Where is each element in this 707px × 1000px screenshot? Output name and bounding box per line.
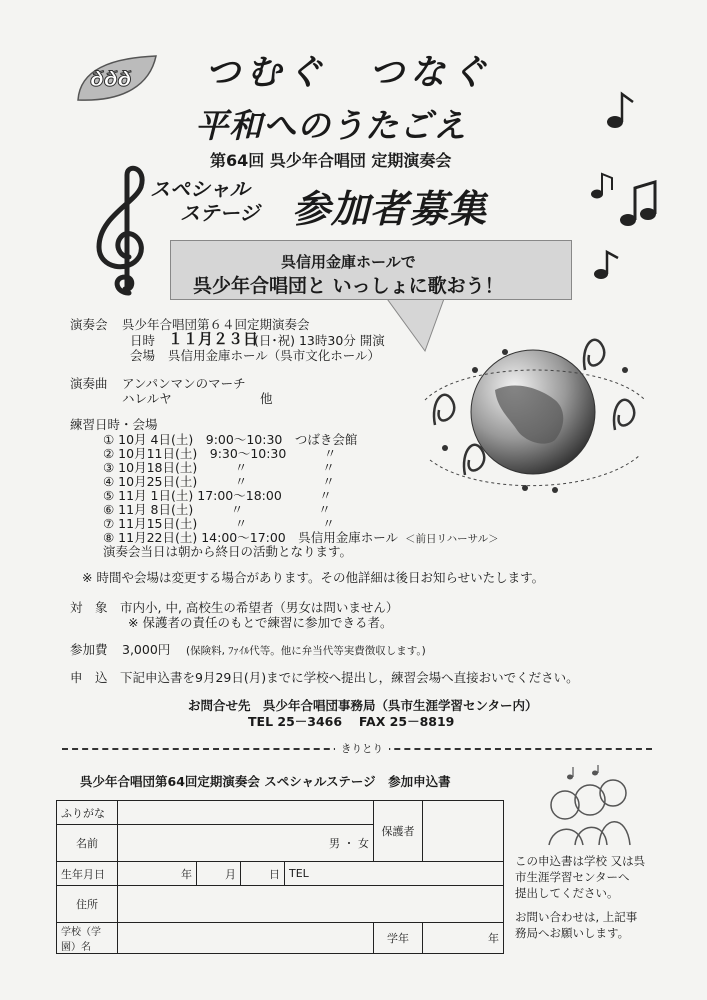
gender-choice[interactable]: 男 ・ 女	[329, 837, 370, 850]
songs-label: 演奏曲	[70, 376, 108, 391]
submit-note-line1: この申込書は学校 又は呉	[515, 854, 646, 868]
recruit-headline: 参加者募集	[292, 187, 488, 231]
rehearsal-note: ＜前日リハーサル＞	[405, 533, 499, 545]
fee-detail: (保険料, ﾌｧｲﾙ代等。他に弁当代等実費徴収します。)	[186, 645, 426, 657]
address-field[interactable]	[118, 886, 504, 923]
year-unit: 年	[181, 867, 192, 881]
special-line2: ステージ	[180, 201, 260, 225]
school-field[interactable]	[118, 923, 374, 954]
birth-label: 生年月日	[57, 862, 118, 886]
title-line1: つむぐ つなぐ	[205, 53, 493, 93]
birth-day-field[interactable]	[241, 862, 285, 886]
guardian-label: 保護者	[374, 801, 423, 862]
practice-row: ⑧ 11月22日(土) 14:00～17:00 呉信用金庫ホール	[103, 530, 399, 545]
address-label: 住所	[57, 886, 118, 923]
application-form	[56, 800, 504, 954]
music-note-icon	[592, 248, 622, 280]
grade-label: 学年	[374, 923, 423, 954]
concert-name: 呉少年合唱団第６４回定期演奏会	[122, 317, 310, 332]
logo	[70, 50, 160, 110]
apply-text: 下記申込書を9月29日(月)までに学校へ提出し，練習会場へ直接おいでください。	[120, 670, 579, 685]
grade-field[interactable]	[423, 923, 504, 954]
guardian-field[interactable]	[423, 801, 504, 862]
target-label: 対 象	[70, 600, 108, 615]
submit-note-line5: 務局へお願いします。	[515, 926, 630, 940]
practice-row: ① 10月 4日(土) 9:00～10:30 つばき会館	[103, 432, 358, 447]
subtitle: 第64回 呉少年合唱団 定期演奏会	[210, 151, 452, 170]
special-line1: スペシャル	[150, 177, 250, 201]
song-2: ハレルヤ	[122, 391, 172, 406]
practice-row: ⑥ 11月 8日(土) 〃 〃	[103, 502, 331, 517]
name-label: 名前	[57, 825, 118, 862]
birth-month-field[interactable]	[197, 862, 241, 886]
fee-label: 参加費	[70, 642, 108, 657]
music-note-icon	[590, 170, 615, 200]
date-label: 日時	[130, 333, 156, 348]
venue-value: 呉信用金庫ホール（呉市文化ホール）	[168, 348, 381, 363]
change-note: ※ 時間や会場は変更する場合があります。その他詳細は後日お知らせいたします。	[82, 570, 545, 585]
banner-line2: 呉少年合唱団と いっしょに歌おう！	[193, 275, 504, 297]
fee-amount: 3,000円	[122, 642, 171, 657]
tel-field[interactable]	[285, 862, 504, 886]
month-unit: 月	[225, 867, 236, 881]
name-field[interactable]	[118, 825, 374, 862]
target-text: 市内小, 中, 高校生の希望者（男女は問いません）	[120, 600, 399, 615]
songs-etc: 他	[260, 391, 273, 406]
treble-clef-icon	[85, 165, 160, 300]
practice-row: ④ 10月25日(土) 〃 〃	[103, 474, 335, 489]
day-unit: 日	[269, 867, 280, 881]
logo-text: ððð	[90, 67, 132, 91]
music-note-icon	[618, 180, 658, 230]
school-label: 学校（学園）名	[57, 923, 118, 954]
banner-line1: 呉信用金庫ホールで	[281, 253, 416, 271]
globe-illustration	[405, 330, 660, 505]
singing-children-illustration	[535, 765, 635, 850]
practice-row: ② 10月11日(土) 9:30～10:30 〃	[103, 446, 337, 461]
birth-year-field[interactable]	[118, 862, 197, 886]
banner	[170, 240, 572, 300]
contact-line2: TEL 25－3466 FAX 25－8819	[248, 714, 455, 729]
submit-note-line3: 提出してください。	[515, 886, 619, 900]
submit-note-line2: 市生涯学習センターへ	[515, 870, 630, 884]
form-title: 呉少年合唱団第64回定期演奏会 スペシャルステージ 参加申込書	[80, 774, 451, 789]
contact-line1: お問合せ先 呉少年合唱団事務局（呉市生涯学習センター内）	[188, 698, 538, 713]
date-value: １１月２３日	[168, 330, 259, 348]
date-suffix: (日･祝) 13時30分 開演	[254, 333, 385, 348]
apply-label: 申 込	[70, 670, 108, 685]
practice-label: 練習日時・会場	[70, 417, 158, 432]
concert-label: 演奏会	[70, 317, 108, 332]
cut-label: きりとり	[335, 742, 389, 756]
day-note: 演奏会当日は朝から終日の活動となります。	[103, 544, 353, 559]
title-line2: 平和へのうたごえ	[195, 106, 467, 145]
submit-note-line4: お問い合わせは, 上記事	[515, 910, 638, 924]
music-note-icon	[605, 90, 635, 130]
practice-row: ⑤ 11月 1日(土) 17:00～18:00 〃	[103, 488, 332, 503]
tel-label: TEL	[289, 867, 309, 880]
song-1: アンパンマンのマーチ	[122, 376, 246, 391]
practice-row: ⑦ 11月15日(土) 〃 〃	[103, 516, 335, 531]
furigana-field[interactable]	[118, 801, 374, 825]
practice-row: ③ 10月18日(土) 〃 〃	[103, 460, 335, 475]
target-note: ※ 保護者の責任のもとで練習に参加できる者。	[128, 615, 393, 630]
grade-unit: 年	[488, 932, 499, 945]
furigana-label: ふりがな	[57, 801, 118, 825]
venue-label: 会場	[130, 348, 156, 363]
